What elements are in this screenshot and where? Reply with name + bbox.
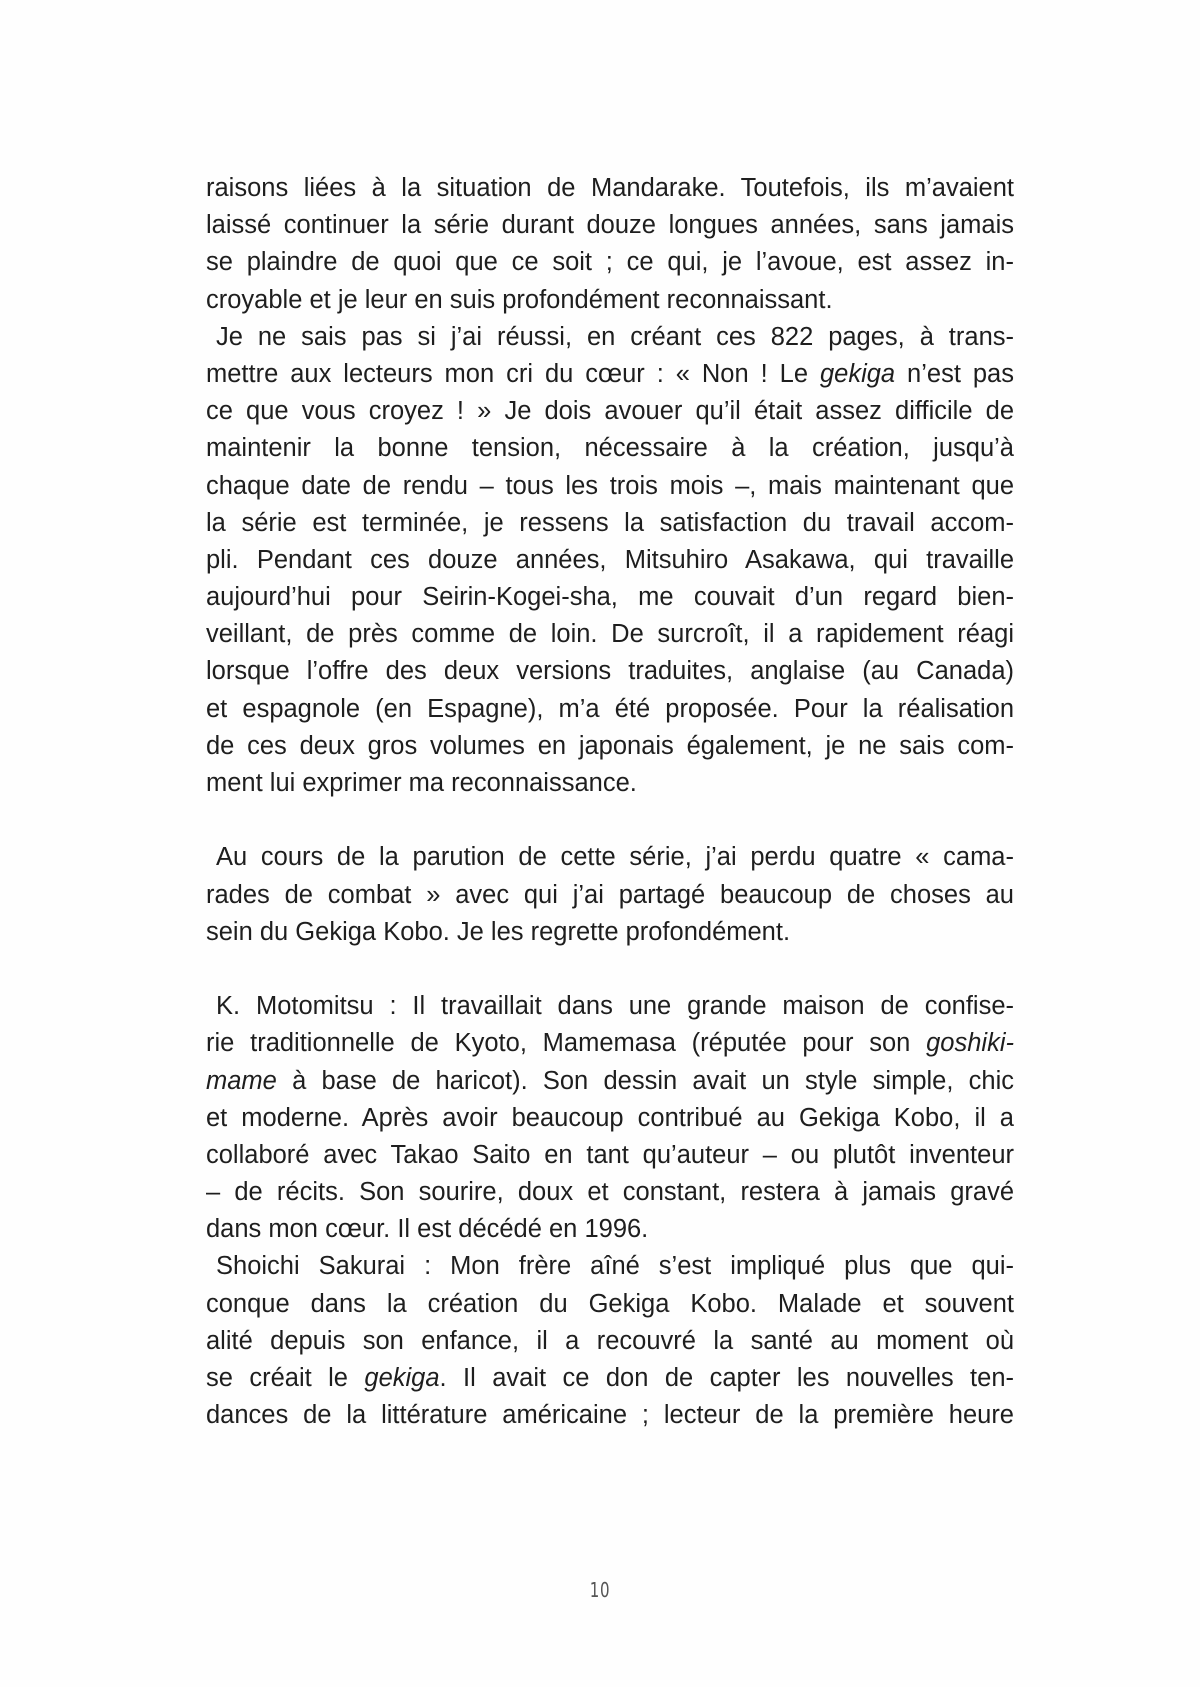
text-line: K. Motomitsu : Il travaillait dans une grande maison de confise- (216, 992, 1014, 1021)
italic-term: goshiki- (926, 1029, 1014, 1058)
text-line: dances de la littérature américaine ; lecteur de la première heure (206, 1401, 1014, 1430)
text-line: et espagnole (en Espagne), m’a été proposée. Pour la réalisation (206, 694, 1014, 723)
text-line: veillant, de près comme de loin. De surcroît, il a rapidement réagi (206, 620, 1014, 649)
page-number: 10 (589, 1578, 611, 1602)
text-line: laissé continuer la série durant douze longues années, sans jamais (206, 211, 1014, 240)
italic-term: gekiga (364, 1364, 440, 1392)
text-line: raisons liées à la situation de Mandarake. Toutefois, ils m’avaient (206, 174, 1014, 202)
text-line: ce que vous croyez ! » Je dois avouer qu’il était assez difficile de (206, 397, 1014, 426)
text-line: – de récits. Son sourire, doux et constant, restera à jamais gravé (206, 1178, 1014, 1207)
text-line: conque dans la création du Gekiga Kobo. Malade et souvent (206, 1289, 1014, 1318)
text-line: se plaindre de quoi que ce soit ; ce qui, je l’avoue, est assez in- (206, 248, 1014, 277)
text-line: se créait le gekiga. Il avait ce don de capter les nouvelles ten- (206, 1364, 1014, 1392)
paragraph-spacer (206, 802, 1014, 839)
text-line: Je ne sais pas si j’ai réussi, en créant ces 822 pages, à trans- (216, 322, 1014, 351)
italic-term: gekiga (819, 359, 896, 388)
text-line: de ces deux gros volumes en japonais également, je ne sais com- (206, 731, 1014, 760)
paragraph (206, 1248, 1014, 1434)
paragraph (206, 319, 1014, 802)
text-line: et moderne. Après avoir beaucoup contribué au Gekiga Kobo, il a (206, 1103, 1014, 1132)
text-line: pli. Pendant ces douze années, Mitsuhiro Asakawa, qui travaille (206, 545, 1014, 574)
text-line: mettre aux lecteurs mon cri du cœur : « Non ! Le gekiga n’est pas (206, 359, 1014, 388)
paragraph-spacer (206, 951, 1014, 988)
text-line: Shoichi Sakurai : Mon frère aîné s’est impliqué plus que qui- (216, 1252, 1014, 1281)
paragraph (206, 170, 1014, 319)
text-line: croyable et je leur en suis profondément reconnaissant. (206, 285, 833, 314)
text-line: mame à base de haricot). Son dessin avait un style simple, chic (206, 1066, 1014, 1095)
text-line: lorsque l’offre des deux versions traduites, anglaise (au Canada) (206, 657, 1014, 686)
text-line: dans mon cœur. Il est décédé en 1996. (206, 1215, 649, 1244)
text-line: Au cours de la parution de cette série, j’ai perdu quatre « cama- (216, 843, 1014, 872)
text-line: ment lui exprimer ma reconnaissance. (206, 769, 637, 797)
text-line: maintenir la bonne tension, nécessaire à la création, jusqu’à (206, 434, 1014, 463)
paragraph (206, 988, 1014, 1248)
text-line: la série est terminée, je ressens la satisfaction du travail accom- (206, 508, 1014, 537)
text-line: collaboré avec Takao Saito en tant qu’auteur – ou plutôt inventeur (206, 1140, 1014, 1169)
text-line: aujourd’hui pour Seirin-Kogei-sha, me couvait d’un regard bien- (206, 583, 1014, 612)
paragraph (206, 839, 1014, 951)
body-text (206, 170, 1014, 1434)
text-line: sein du Gekiga Kobo. Je les regrette profondément. (206, 917, 791, 946)
text-line: rades de combat » avec qui j’ai partagé beaucoup de choses au (206, 880, 1014, 909)
italic-term: mame (206, 1066, 277, 1095)
text-line: chaque date de rendu – tous les trois mois –, mais maintenant que (206, 471, 1014, 500)
text-line: alité depuis son enfance, il a recouvré la santé au moment où (206, 1326, 1014, 1355)
text-line: rie traditionnelle de Kyoto, Mamemasa (réputée pour son goshiki- (206, 1029, 1014, 1058)
